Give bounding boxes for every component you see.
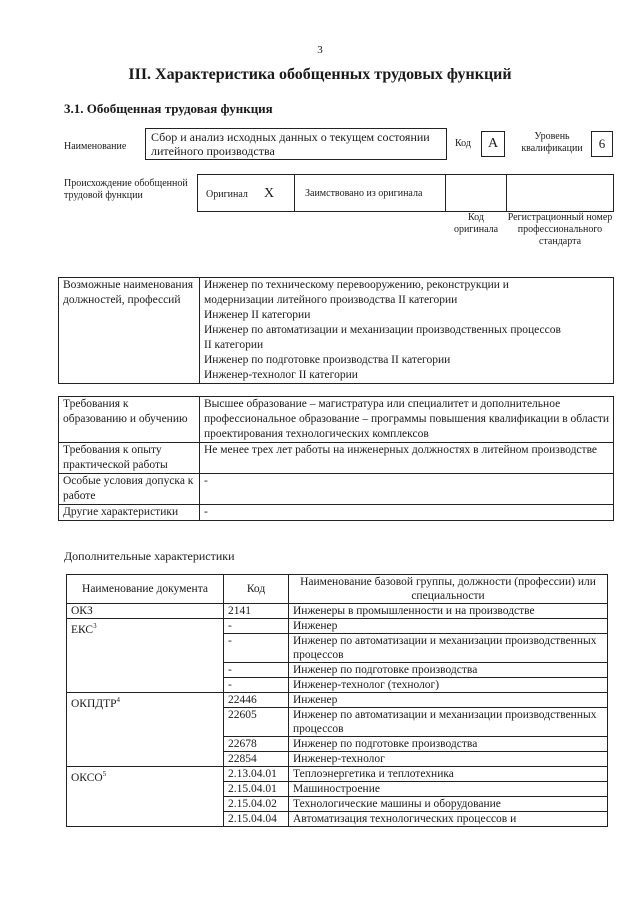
code-cell: 22678 — [224, 737, 289, 752]
original-code-caption: Код оригинала — [453, 212, 499, 235]
positions-label: Возможные наименования должностей, профессий — [59, 278, 200, 384]
requirement-label: Особые условия допуска к работе — [59, 474, 200, 505]
position-line: модернизации литейного производства II категории — [204, 294, 458, 306]
requirement-text: - — [200, 505, 614, 521]
position-line: II категории — [204, 339, 264, 351]
origin-label: Происхождение обобщенной трудовой функции — [64, 178, 188, 201]
requirement-label: Требования к образованию и обучению — [59, 397, 200, 443]
name-cell: Автоматизация технологических процессов и — [289, 812, 608, 827]
code-cell: 2.13.04.01 — [224, 767, 289, 782]
borrowed-label: Заимствовано из оригинала — [305, 188, 423, 199]
code-cell: 22854 — [224, 752, 289, 767]
document-name: ОКЗ — [67, 604, 224, 619]
code-cell: - — [224, 663, 289, 678]
position-line: Инженер-технолог II категории — [204, 369, 358, 381]
positions-table — [58, 277, 614, 384]
level-value: 6 — [598, 136, 606, 151]
document-name: ОКСО$^5$ — [67, 767, 224, 827]
original-code-cell — [445, 174, 507, 212]
code-cell: - — [224, 678, 289, 693]
original-mark: X — [264, 186, 275, 201]
additional-table-body — [67, 604, 608, 827]
additional-table — [66, 574, 608, 827]
requirement-label: Другие характеристики — [59, 505, 200, 521]
name-cell: Теплоэнергетика и теплотехника — [289, 767, 608, 782]
name-cell: Инженер-технолог (технолог) — [289, 678, 608, 693]
name-cell: Инженер по автоматизации и механизации производственных процессов — [289, 708, 608, 737]
requirement-text: - — [200, 474, 614, 505]
code-label: Код — [455, 138, 471, 149]
footnote-ref: 5 — [102, 770, 107, 778]
original-label: Оригинал — [206, 189, 248, 200]
name-cell: Машиностроение — [289, 782, 608, 797]
function-name-value: Сбор и анализ исходных данных о текущем состоянии литейного производства — [151, 130, 430, 158]
name-cell: Инженер по автоматизации и механизации производственных процессов — [289, 634, 608, 663]
requirements-table — [58, 396, 614, 521]
requirement-row — [59, 397, 614, 443]
registration-number-cell — [506, 174, 614, 212]
code-cell: 2.15.04.02 — [224, 797, 289, 812]
original-cell — [197, 174, 295, 212]
function-code-box — [481, 131, 505, 157]
table-row — [67, 767, 608, 782]
document-name: ЕКС$^3$ — [67, 619, 224, 693]
position-line: Инженер по подготовке производства II категории — [204, 354, 451, 366]
function-subtitle: 3.1. Обобщенная трудовая функция — [64, 101, 273, 116]
additional-heading: Дополнительные характеристики — [64, 549, 235, 563]
col-header-document: Наименование документа — [67, 575, 224, 604]
function-name-box — [145, 128, 447, 160]
table-row — [67, 604, 608, 619]
name-cell: Инженеры в промышленности и на производстве — [289, 604, 608, 619]
code-cell: 2141 — [224, 604, 289, 619]
name-cell: Инженер — [289, 619, 608, 634]
positions-list — [200, 278, 614, 384]
position-line: Инженер по автоматизации и механизации производственных процессов — [204, 324, 561, 336]
name-cell: Инженер-технолог — [289, 752, 608, 767]
requirement-row — [59, 505, 614, 521]
name-cell: Инженер по подготовке производства — [289, 663, 608, 678]
name-cell: Инженер по подготовке производства — [289, 737, 608, 752]
document-name: ОКПДТР$^4$ — [67, 693, 224, 767]
requirement-row — [59, 474, 614, 505]
page-number: 3 — [317, 44, 323, 56]
code-cell: 22605 — [224, 708, 289, 737]
position-line: Инженер II категории — [204, 309, 311, 321]
borrowed-cell — [294, 174, 446, 212]
requirement-text: Не менее трех лет работы на инженерных должностях в литейном производстве — [200, 443, 614, 474]
table-row — [67, 693, 608, 708]
section-title: III. Характеристика обобщенных трудовых функций — [128, 66, 512, 83]
code-cell: 2.15.04.01 — [224, 782, 289, 797]
col-header-code: Код — [224, 575, 289, 604]
requirement-label: Требования к опыту практической работы — [59, 443, 200, 474]
footnote-ref: 3 — [93, 622, 97, 630]
level-box — [591, 131, 613, 157]
position-line: Инженер по техническому перевооружению, реконструкции и — [204, 279, 509, 291]
code-cell: 2.15.04.04 — [224, 812, 289, 827]
code-cell: - — [224, 619, 289, 634]
footnote-ref: 4 — [116, 696, 121, 704]
function-code-value: А — [487, 136, 499, 151]
code-cell: 22446 — [224, 693, 289, 708]
name-label: Наименование — [64, 141, 127, 152]
name-cell: Технологические машины и оборудование — [289, 797, 608, 812]
code-cell: - — [224, 634, 289, 663]
name-cell: Инженер — [289, 693, 608, 708]
registration-caption: Регистрационный номер профессионального стандарта — [507, 212, 613, 247]
table-row — [67, 619, 608, 634]
col-header-name: Наименование базовой группы, должности (профессии) или специальности — [289, 575, 608, 604]
level-label: Уровень квалификации — [521, 131, 583, 154]
requirement-row — [59, 443, 614, 474]
requirement-text: Высшее образование – магистратура или специалитет и дополнительное профессиональное образование – программы повышения квалификации в области проектирования технологических комплексов — [200, 397, 614, 443]
